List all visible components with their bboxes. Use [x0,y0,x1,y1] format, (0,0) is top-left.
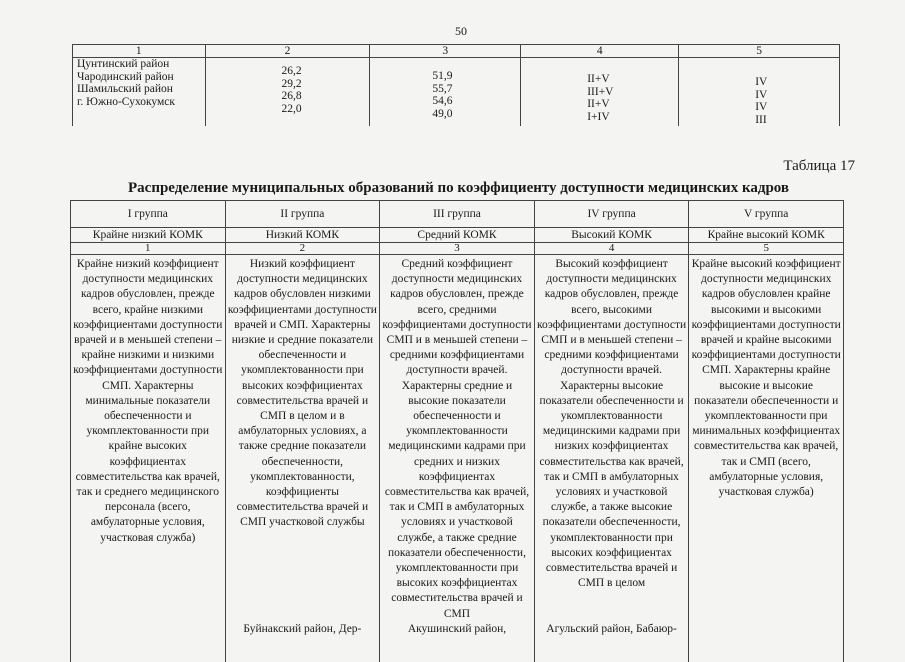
group-name: I группа [71,201,226,228]
group-level: Крайне высокий КОМК [689,228,844,243]
region-names-column [73,58,206,127]
header-cell: 3 [370,45,521,58]
group-regions: Акушинский район, [380,622,535,662]
group-description: Крайне низкий коэффициент доступности медицинских кадров обусловлен, прежде всего, крайне низкими коэффициентами доступности врачей и в меньшей степени – крайне низкими и низкими коэффициентами доступности СМП. Характерны минимальные показатели обеспеченности и укомплектованности при крайне высоких коэффициентах совместительства как врачей, так и среднего медицинского персонала (всего, амбулаторные условия, участковая служба) [73,258,223,544]
cell-value: 49,0 [432,107,453,120]
group-regions [71,622,226,662]
cell-value: 26,2 [281,65,302,77]
page-number: 50 [455,24,467,38]
cell-value: III [755,113,767,126]
region-name: Цунтинский район [77,58,170,70]
region-name: г. Южно-Сухокумск [77,95,175,108]
header-cell: 1 [73,45,206,58]
region-name: Чародинский район [77,70,174,83]
group-level: Высокий КОМК [534,228,689,243]
group-description: Крайне высокий коэффициент доступности медицинских кадров обусловлен крайне высокими и высокими коэффициентами доступности врачей и крайне высокими коэффициентами доступности СМП. Характерны крайне высокие и высокие показатели обеспеченности и укомплектованности при минимальных коэффициентах совместительства как врачей, так и СМП (всего, амбулаторные условия, участковая служба) [691,258,841,499]
cell-value: III+V [587,85,614,98]
top-table-body [73,58,840,127]
regions-row [71,622,844,662]
cell-value: 54,6 [432,95,453,107]
column-3 [370,58,521,127]
cell-value: II+V [587,73,610,85]
table-label: Таблица 17 [783,158,855,174]
cell-value: 51,9 [432,70,453,82]
column-number: 1 [71,243,226,255]
top-table [72,44,840,126]
cell-value: 55,7 [432,82,453,95]
column-number: 5 [689,243,844,255]
header-cell: 5 [679,45,840,58]
cell-value: IV [755,88,768,101]
column-number: 3 [380,243,535,255]
group-regions [689,622,844,662]
group-description: Средний коэффициент доступности медицинских кадров обусловлен, прежде всего, средними коэффициентами доступности СМП и в меньшей степени – средними коэффициентами доступности врачей. Характерны средние и высокие показатели обеспеченности и укомплектованности медицинскими кадрами при средних и низких коэффициентах совместительства как врачей, так и СМП в амбулаторных условиях и участковой службе, а также средние показатели обеспеченности, укомплектованности при высоких коэффициентах совместительства врачей и СМП [382,258,532,620]
header-cell: 2 [205,45,370,58]
level-row [71,228,844,243]
cell-value: IV [755,76,768,88]
group-name: II группа [225,201,380,228]
cell-value: II+V [587,98,610,110]
top-table-header [73,45,840,58]
group-header-row [71,201,844,228]
header-cell: 4 [521,45,679,58]
group-name: V группа [689,201,844,228]
distribution-table [70,200,844,662]
cell-value: 22,0 [281,102,302,115]
group-description: Высокий коэффициент доступности медицинских кадров обусловлен, прежде всего, высокими коэффициентами доступности СМП и в меньшей степени – средними коэффициентами доступности врачей. Характерны высокие показатели обеспеченности и укомплектованности медицинскими кадрами при низких коэффициентах совместительства как врачей, так и СМП в амбулаторных условиях и участковой службе, а также высокие показатели обеспеченности, укомплектованности при высоких коэффициентах совместительства врачей и СМП в целом [537,258,687,590]
cell-value: 29,2 [281,77,302,90]
group-regions: Буйнакский район, Дер- [225,622,380,662]
table-title: Распределение муниципальных образований по коэффициенту доступности медицинских кадров [128,180,790,196]
group-level: Крайне низкий КОМК [71,228,226,243]
cell-value: IV [755,101,768,113]
cell-value: I+IV [587,110,610,123]
cell-value: 26,8 [281,90,302,102]
column-4 [521,58,679,127]
column-number-row [71,243,844,255]
group-level: Средний КОМК [380,228,535,243]
group-name: III группа [380,201,535,228]
region-name: Шамильский район [77,83,173,95]
group-regions: Агульский район, Бабаюр- [534,622,689,662]
group-description: Низкий коэффициент доступности медицинских кадров обусловлен низкими коэффициентами доступности врачей и СМП. Характерны низкие и средние показатели обеспеченности и укомплектованности при высоких коэффициентах совместительства врачей и СМП в целом и в амбулаторных условиях, а также средние показатели обеспеченности, укомплектованности, коэффициенты совместительства врачей и СМП участковой службы [227,258,377,529]
group-name: IV группа [534,201,689,228]
column-number: 2 [225,243,380,255]
group-level: Низкий КОМК [225,228,380,243]
column-2 [205,58,370,127]
description-row [71,255,844,622]
column-5 [679,58,840,127]
column-number: 4 [534,243,689,255]
